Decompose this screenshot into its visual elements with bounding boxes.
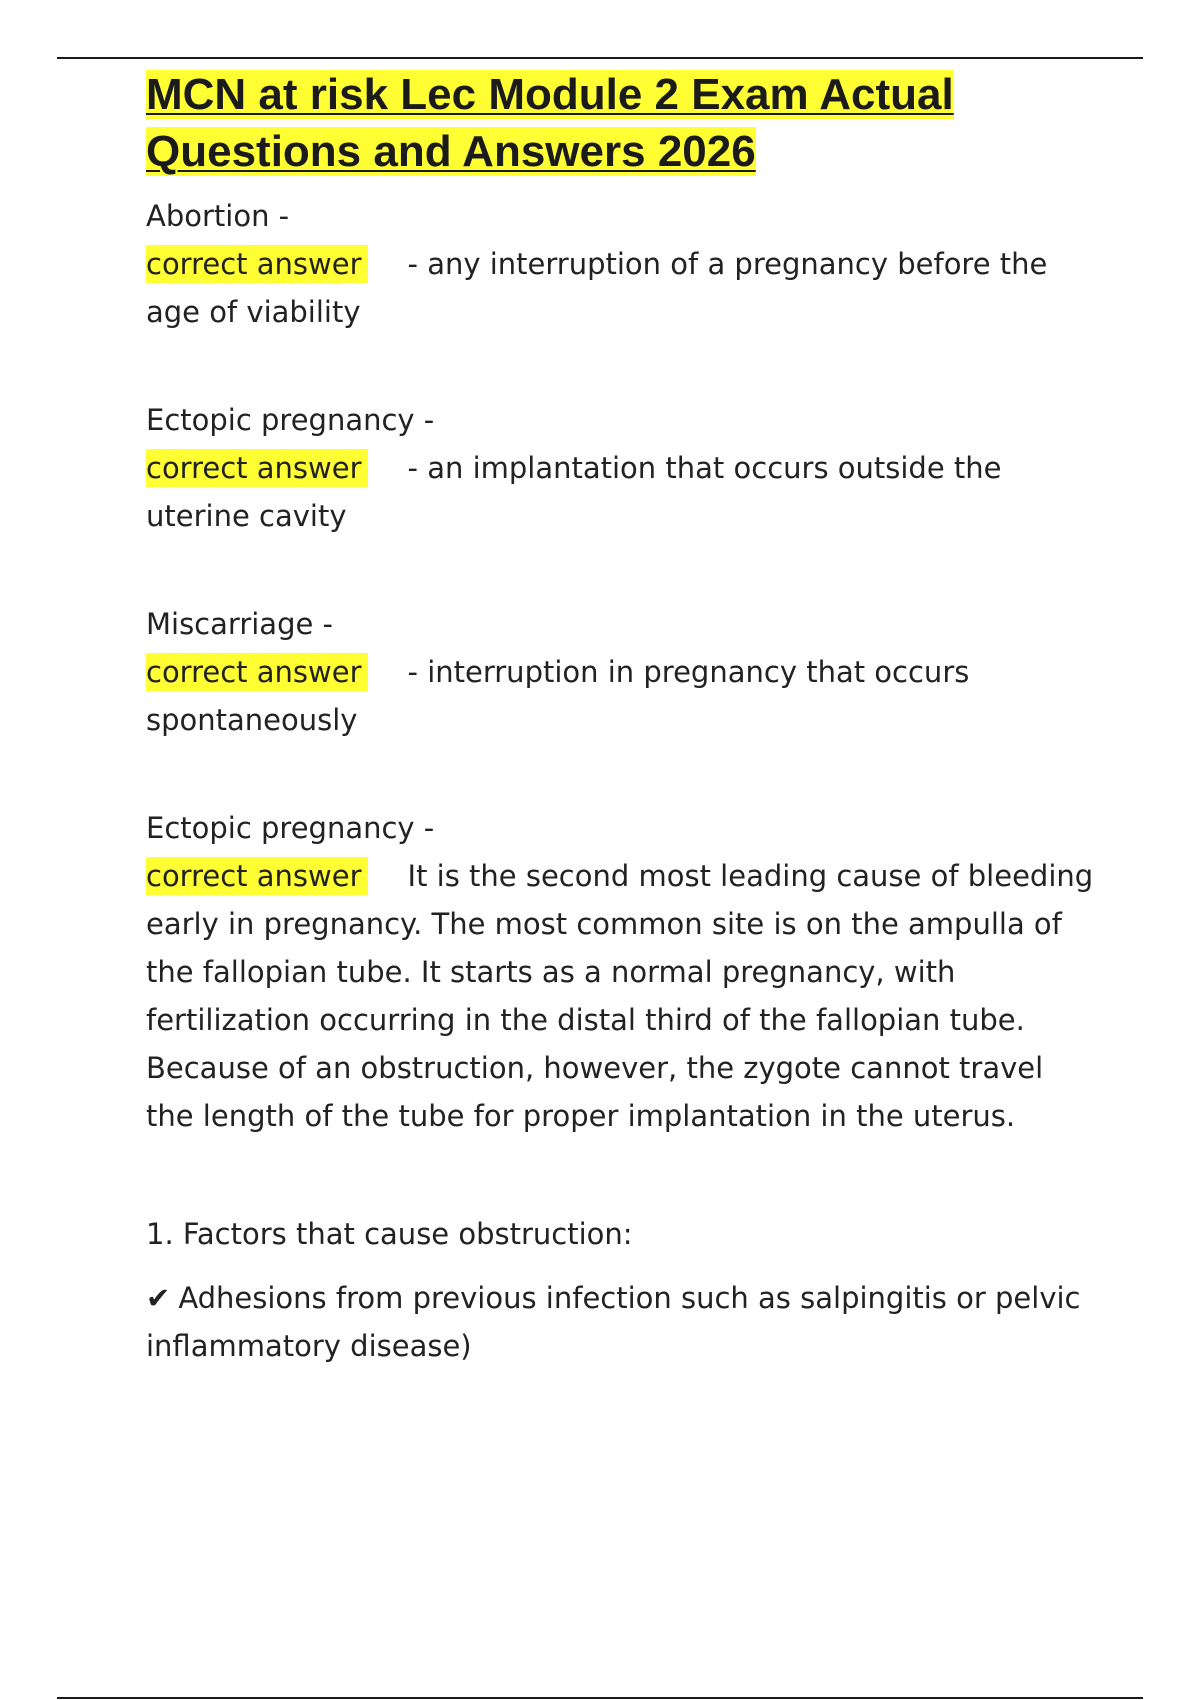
qa-entry-miscarriage	[146, 600, 1096, 744]
document-body	[146, 66, 1096, 1370]
correct-answer-label: correct answer	[146, 653, 368, 691]
top-rule	[57, 57, 1143, 59]
entry-answer-text: - any interruption of a pregnancy before the age of viability	[146, 247, 1048, 329]
factor-item	[146, 1274, 1096, 1370]
entry-answer	[146, 444, 1096, 540]
entry-answer-text: It is the second most leading cause of bleeding early in pregnancy. The most common site is on the ampulla of the fallopian tube. It starts as a normal pregnancy, with fertilization occurring in the distal third of the fallopian tube. Because of an obstruction, however, the zygote cannot travel the length of the tube for proper implantation in the uterus.	[146, 859, 1094, 1133]
entry-term: Ectopic pregnancy -	[146, 403, 435, 437]
entry-term: Ectopic pregnancy -	[146, 811, 435, 845]
title-line-2: Questions and Answers 2026	[146, 127, 756, 176]
entry-answer	[146, 240, 1096, 336]
correct-answer-label: correct answer	[146, 449, 368, 487]
entry-answer-text: - an implantation that occurs outside the uterine cavity	[146, 451, 1002, 533]
bottom-rule	[57, 1697, 1143, 1699]
entry-answer	[146, 852, 1096, 1140]
entry-answer-text: - interruption in pregnancy that occurs spontaneously	[146, 655, 970, 737]
document-title	[146, 66, 1096, 180]
qa-entry-ectopic-2	[146, 804, 1096, 1140]
entry-answer	[146, 648, 1096, 744]
factor-item-text: Adhesions from previous infection such as salpingitis or pelvic inflammatory disease)	[146, 1281, 1081, 1363]
correct-answer-label: correct answer	[146, 857, 368, 895]
factors-section	[146, 1210, 1096, 1370]
qa-entry-abortion	[146, 192, 1096, 336]
check-mark-icon: ✔	[146, 1281, 171, 1315]
correct-answer-label: correct answer	[146, 245, 368, 283]
entry-term: Miscarriage -	[146, 607, 333, 641]
title-line-1: MCN at risk Lec Module 2 Exam Actual	[146, 70, 954, 119]
factors-heading: 1. Factors that cause obstruction:	[146, 1217, 633, 1251]
qa-entry-ectopic-1	[146, 396, 1096, 540]
entry-term: Abortion -	[146, 199, 290, 233]
